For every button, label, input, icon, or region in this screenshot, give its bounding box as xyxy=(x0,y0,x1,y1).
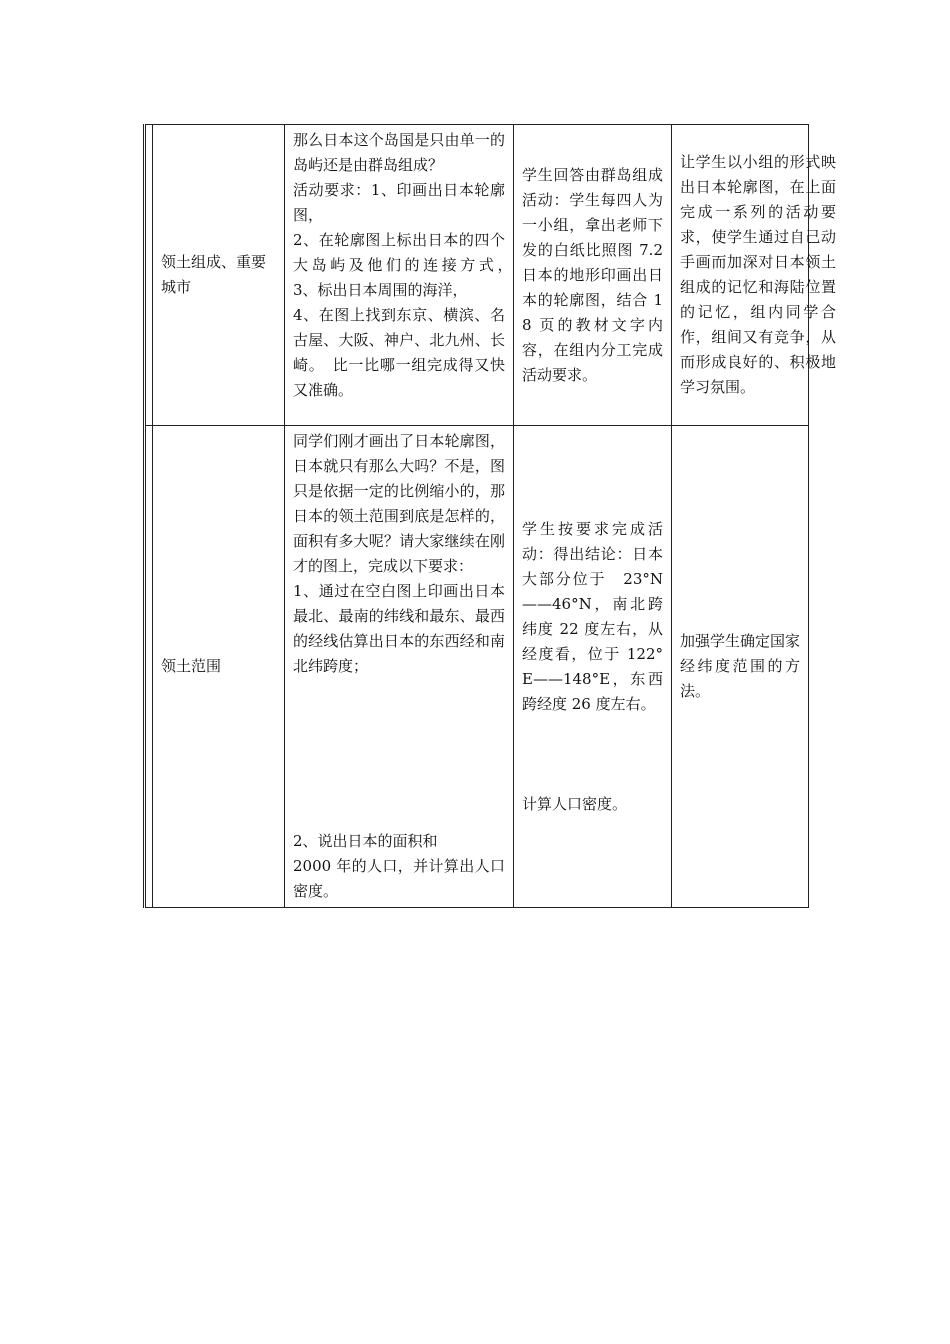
student-activity-cell: 学生回答由群岛组成 活动：学生每四人为一小组，拿出老师下发的白纸比照图 7.2 日本的地形印画出日本的轮廓图，结合 18 页的教材文字内容，在组内分工完成活动要求。 xyxy=(514,125,672,426)
activity-requirement-2-3: 2、在轮廓图上标出日本的四个大岛屿及他们的连接方式， 3、标出日本周围的海洋， xyxy=(293,231,521,299)
activity-requirement-2a: 2、说出日本的面积和 xyxy=(293,832,438,850)
student-conclusion: 学生按要求完成活动：得出结论：日本大部分位于 23°N——46°N，南北跨纬度 22 度左右，从经度看，位于 122°E——148°E，东西跨经度 26 度左右。 xyxy=(522,519,663,713)
activity-requirement-2b: 2000 年的人口，并计算出人口密度。 xyxy=(293,857,505,900)
design-intent-cell xyxy=(672,125,836,426)
table-gutter xyxy=(145,426,153,908)
stage-cell: 领土范围 xyxy=(153,426,285,908)
activity-requirement-1: 1、通过在空白图上印画出日本最北、最南的纬线和最东、最西的经线估算出日本的东西经和南北纬跨度； xyxy=(293,582,505,675)
table-row xyxy=(145,426,809,908)
table-gutter xyxy=(145,125,153,426)
design-intent-text: 让学生以小组的形式映出日本轮廓图，在上面完成一系列的活动要求，使学生通过自己动手画而加深对日本领土组成的记忆和海陆位置的记忆，组内同学合作，组间又有竞争，从而形成良好的、积极地学习氛围。 xyxy=(680,153,836,396)
student-activity-cell xyxy=(514,426,672,908)
lesson-plan-table xyxy=(143,124,836,908)
design-intent-cell: 加强学生确定国家经纬度范围的方法。 xyxy=(672,426,809,908)
table-row xyxy=(145,125,809,426)
teacher-activity-cell xyxy=(285,426,514,908)
activity-requirement-4: 4、在图上找到东京、横滨、名古屋、大阪、神户、北九州、长崎。 比一比哪一组完成得又快又准确。 xyxy=(293,306,505,399)
blank-space xyxy=(293,679,505,829)
blank-space xyxy=(522,717,663,792)
teacher-question: 那么日本这个岛国是只由单一的岛屿还是由群岛组成？ xyxy=(293,131,505,174)
teacher-activity-cell xyxy=(285,125,521,426)
teacher-question: 同学们刚才画出了日本轮廓图，日本就只有那么大吗？不是，图只是依据一定的比例缩小的，那日本的领土范围到底是怎样的，面积有多大呢？请大家继续在刚才的图上，完成以下要求： xyxy=(293,432,505,575)
activity-requirement-1: 活动要求：1、印画出日本轮廓图， xyxy=(293,181,505,224)
stage-cell: 领土组成、重要城市 xyxy=(153,125,285,426)
student-calculation: 计算人口密度。 xyxy=(522,794,628,813)
